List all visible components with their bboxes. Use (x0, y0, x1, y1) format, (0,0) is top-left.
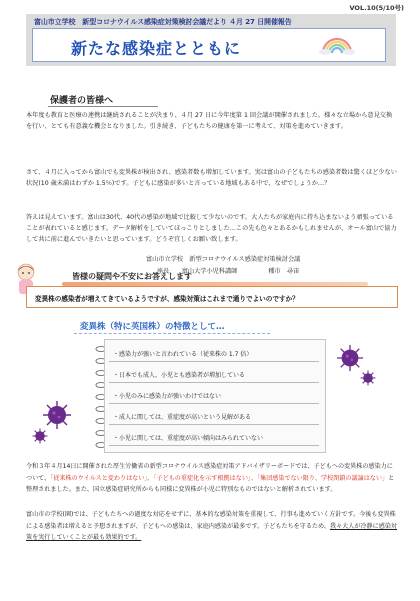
notebook-line (109, 361, 319, 362)
notebook-line (109, 424, 319, 425)
variant-item: ・感染力が強いと言われている（従来株の 1.7 倍） (113, 351, 253, 358)
banner-headline (34, 17, 390, 27)
page-title: 新たな感染症とともに (71, 39, 242, 58)
virus-icon (42, 400, 72, 430)
body-paragraph-1-outro: と整理されました。また、国立感染症研究所からも同様に変異株が小児に特別なものではないと解析されています。 (26, 474, 395, 494)
question-text: 変異株の感染者が増えてきているようですが、感染対策はこれまで通りでよいのですか？ (35, 295, 299, 303)
body-paragraph-2 (26, 509, 398, 544)
notebook-line (109, 403, 319, 404)
banner-title-box (32, 28, 386, 62)
variant-item: ・小児に関しては、重症度が高い傾向はみられていない (113, 435, 264, 442)
virus-icon (360, 370, 376, 386)
newsletter-banner (26, 14, 396, 66)
banner-headline-text: 富山市立学校 新型コロナウイルス感染症対策検討会議だより (34, 18, 227, 26)
variant-title-rule (74, 333, 270, 334)
greeting-title: 保護者の皆様へ (50, 96, 114, 106)
greeting-paragraph-1: 本年度も教育と医療の連携は継続されることが決まり、４月 27 日に今年度第 1 回会議が開催されました。様々な立場から意見交換を行い、とても有意義な機会となりました。引き続き、子どもたちの健康を第一に考えて、対策を進めていきます。 (26, 112, 393, 131)
body-paragraph-2-emphasis: 我々大人が冷静に感染対策を実行していくことが最も効果的です。 (26, 522, 397, 542)
question-box (26, 286, 398, 308)
banner-date: ４月 27 日開催報告 (229, 18, 292, 26)
notebook-page (104, 339, 326, 453)
variant-item: ・成人に関しては、重症度が高いという見解がある (113, 414, 252, 421)
body-paragraph-1-intro: 令和３年４月14日に開催された厚生労働省の新型コロナウイルス感染症対策アドバイザリーボードでは、子どもへの変異株の感染力について、 (26, 463, 393, 482)
signature-organization: 富山市立学校 新型コロナウイルス感染症対策検討会議 (146, 256, 301, 263)
qa-title: 皆様の疑問や不安にお答えします (72, 272, 192, 281)
signature-chair: 座長 富山大学小児科講師 種市 尋宙 (157, 268, 300, 275)
greeting-rule (48, 106, 158, 107)
variant-item: ・小児のみに感染力が強いわけではない (113, 393, 222, 400)
greeting-paragraph-2: さて、４月に入ってから富山でも変異株が検出され、感染者数も増加しています。実は富山の子どもたちの感染者数は驚くほど少ない状況(10 歳未満はわずか 1.5％)です。子どもに感染が多いと言っている地域もある中で、なぜでしょうか…？ (26, 169, 397, 188)
notebook-line (109, 445, 319, 446)
body-paragraph-2-intro: 富山市の学校(園)では、子どもたちへの過度な対応をせずに、基本的な感染対策を重視して、行事も進めていく方針です。今後も変異株による感染者は増えると予想されますが、子どもへの感染は、家庭内感染が最多です。子どもたちを守るため、 (26, 511, 396, 530)
body-paragraph-1 (26, 461, 398, 496)
body-paragraph-1-highlight: 「従来株のウイルスと変わりはない」、「子どもの重症化を示す根拠はない」、「集団感染でない限り、学校閉鎖の議論はない」 (50, 474, 389, 482)
rainbow-icon (319, 33, 355, 55)
variant-title: 変異株（特に英国株）の特徴として… (80, 322, 225, 332)
notebook-line (109, 382, 319, 383)
virus-icon (32, 428, 48, 444)
greeting-paragraph-3: 答えは見えています。富山は30代、40代の感染が地域で比較して少ないのです。大人たちが家庭内に持ち込まないよう頑張っていることが表れていると感じます。データ解析をしていてほっこりとしました…この先も色々とあるかもしれませんが、オール富山で協力して共に前に進んでいきたいと思っています。どうぞ宜しくお願い致します。 (26, 214, 397, 244)
virus-icon (336, 344, 364, 372)
variant-item: ・日本でも成人、小児とも感染者が増加している (113, 372, 246, 379)
volume-label: VOL.10(5/10号) (349, 4, 404, 12)
variant-notebook (94, 339, 328, 453)
